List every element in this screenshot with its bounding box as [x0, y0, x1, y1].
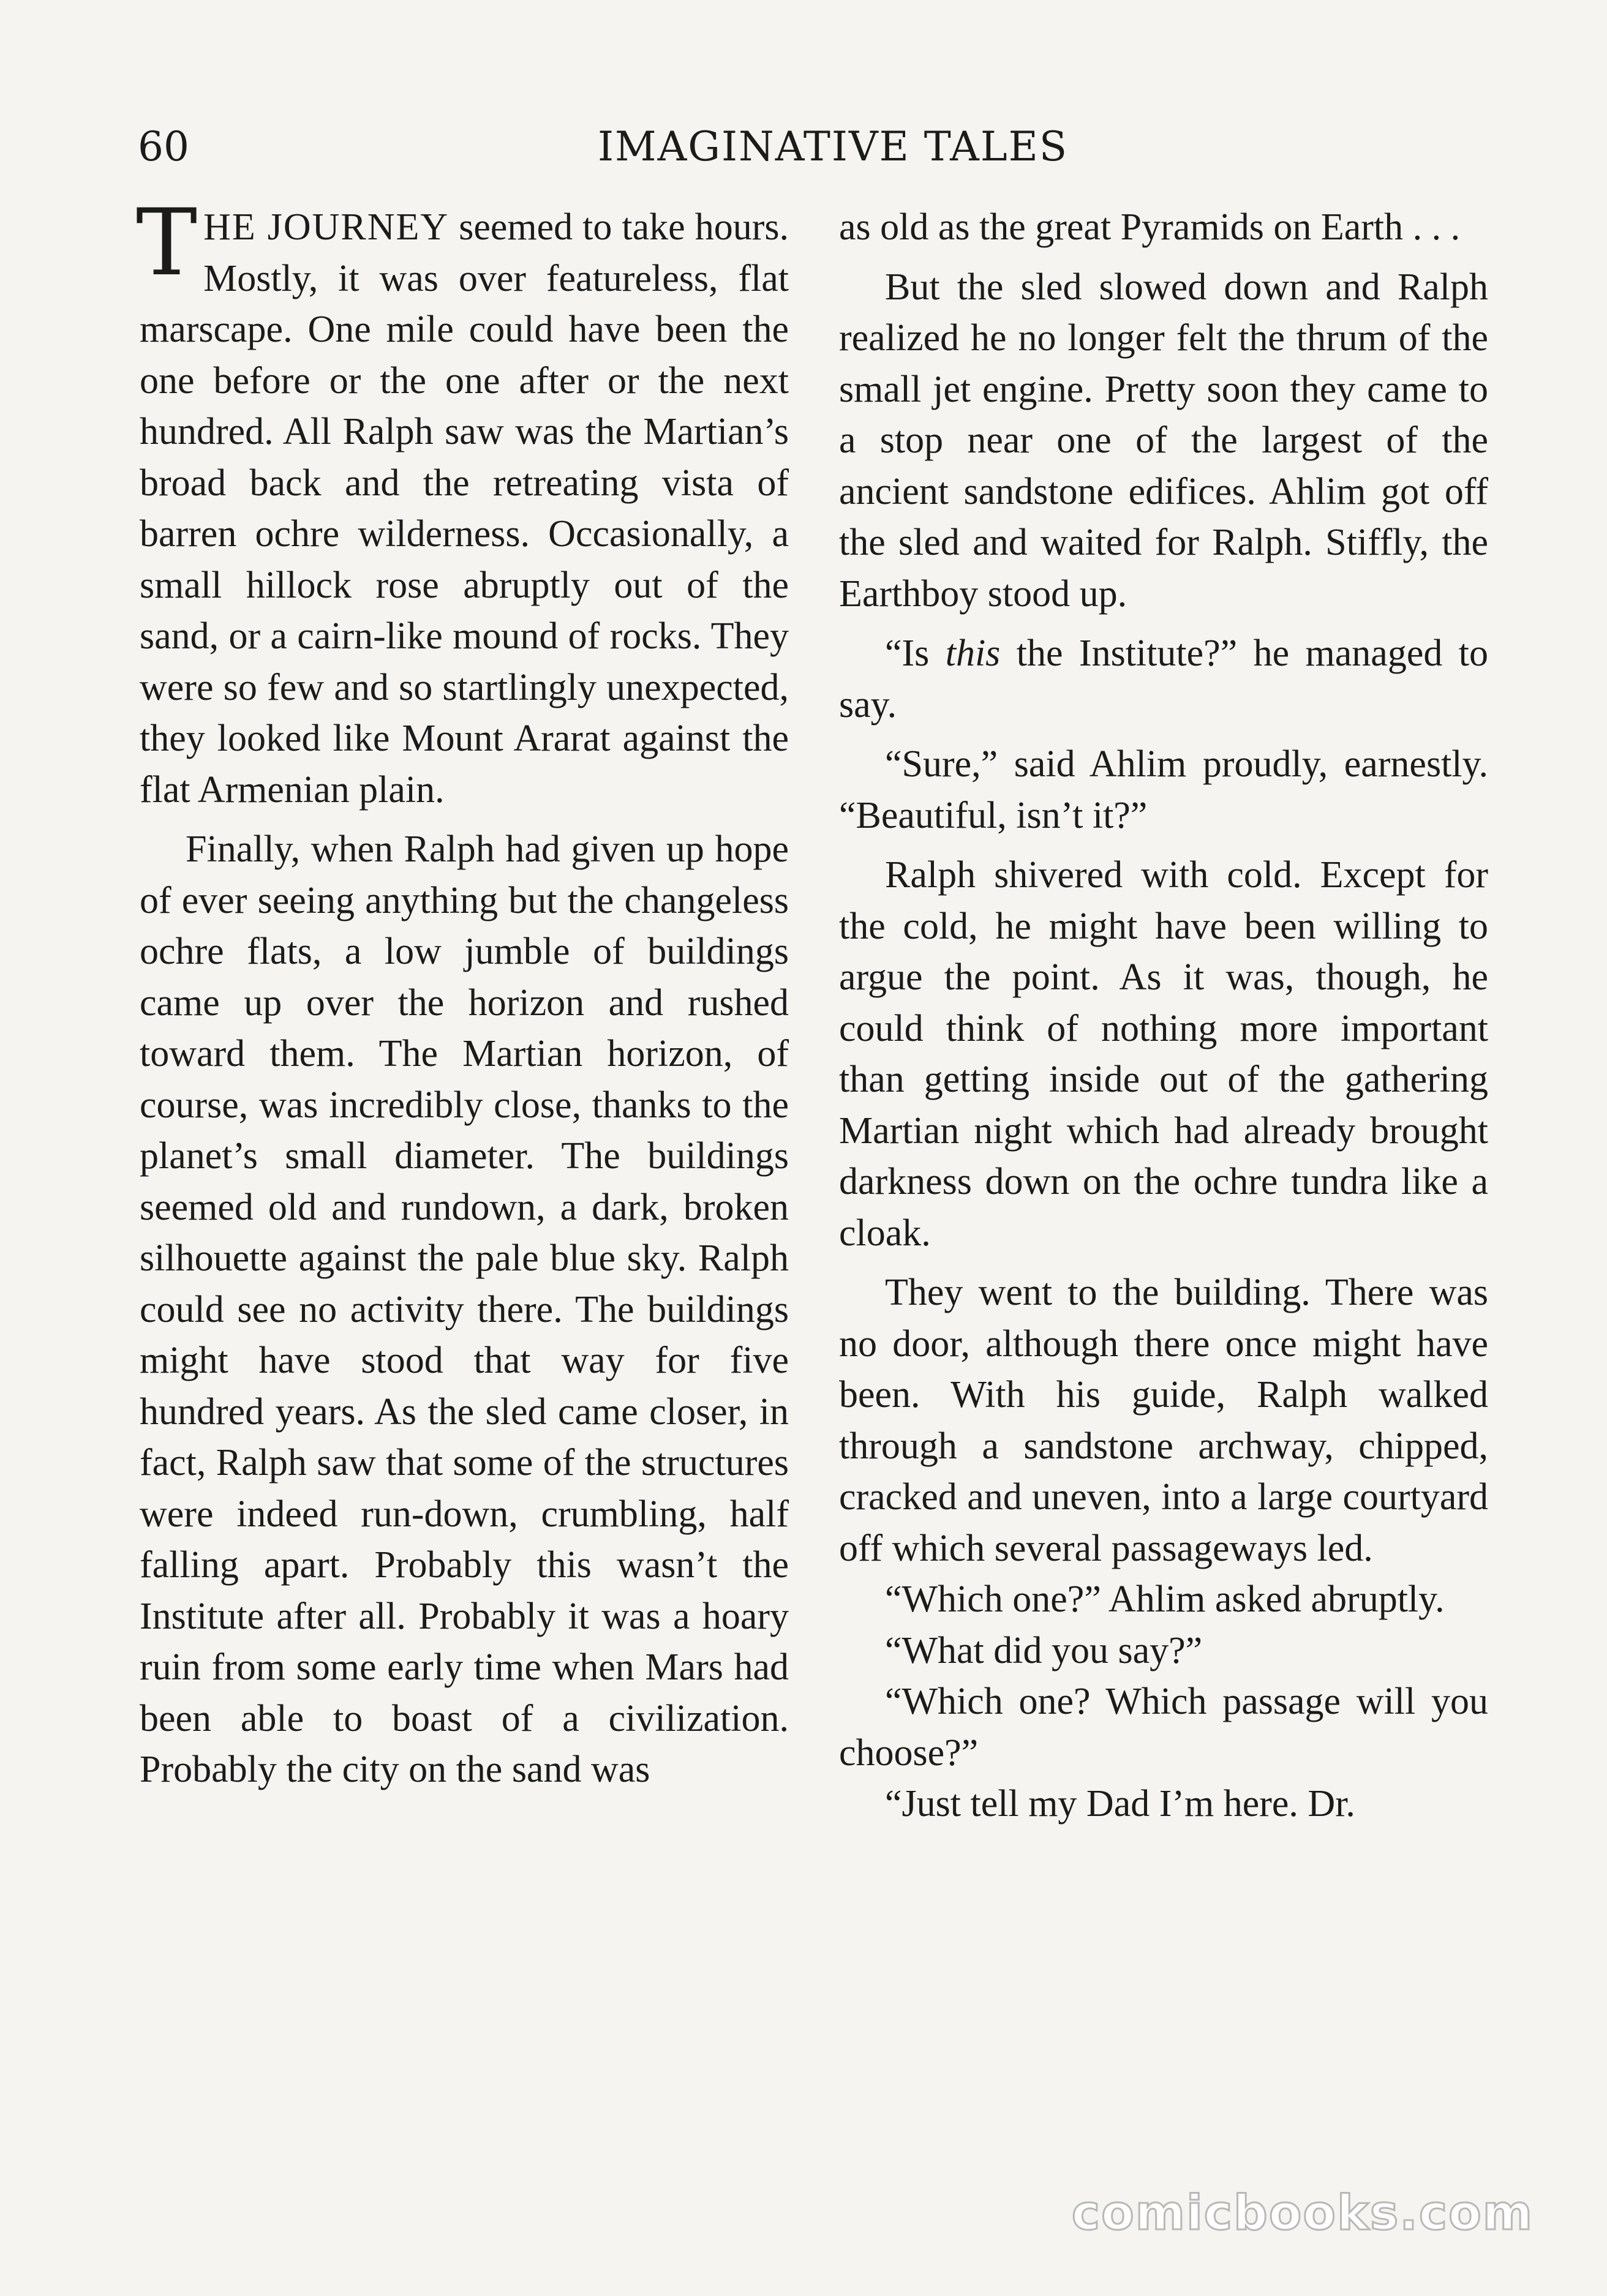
paragraph: “Which one? Which passage will you choose?”	[839, 1681, 1488, 1774]
paragraph	[839, 628, 1488, 730]
running-title: IMAGINATIVE TALES	[597, 123, 1069, 170]
right-column	[839, 202, 1488, 1830]
paragraph: as old as the great Pyramids on Earth . . .	[839, 206, 1461, 248]
opening-words: HE JOURNEY	[203, 206, 450, 248]
paragraph: Ralph shivered with cold. Except for the cold, he might have been willing to argue the point. As it was, though, he could think of nothing more important than getting inside out of the gathering Martian night which had already brought darkness down on the ochre tundra like a cloak.	[839, 854, 1488, 1254]
emphasis-word: this	[945, 632, 1001, 674]
paragraph-text: the Institute?” he managed to say.	[839, 632, 1488, 726]
paragraph: They went to the building. There was no door, although there once might have been. With his guide, Ralph walked through a sandstone archway, chipped, cracked and uneven, into a large courtyard off which several passageways led.	[839, 1272, 1488, 1569]
paragraph	[136, 190, 789, 816]
paragraph: “Sure,” said Ahlim proudly, earnestly. “Beautiful, isn’t it?”	[839, 743, 1488, 836]
quote-open: “Is	[885, 632, 946, 674]
paragraph: Finally, when Ralph had given up hope of ever seeing anything but the changeless ochre flats, a low jumble of buildings came up over the horizon and rushed toward them. The Martian horizon, of course, was incredibly close, thanks to the planet’s small diameter. The buildings seemed old and rundown, a dark, broken silhouette against the pale blue sky. Ralph could see no activity there. The buildings might have stood that way for five hundred years. As the sled came closer, in fact, Ralph saw that some of the structures were indeed run-down, crumbling, half falling apart. Probably this wasn’t the Institute after all. Probably it was a hoary ruin from some early time when Mars had been able to boast of a civilization. Probably the city on the sand was	[140, 828, 789, 1790]
left-column	[136, 190, 789, 1796]
paragraph-text: seemed to take hours. Mostly, it was over featureless, flat marscape. One mile could have been the one before or the one after or the next hundred. All Ralph saw was the Martian’s broad back and the retreating vista of barren ochre wilderness. Occasionally, a small hillock rose abruptly out of the sand, or a cairn-like mound of rocks. They were so few and so startlingly unexpected, they looked like Mount Ararat against the flat Armenian plain.	[140, 206, 789, 811]
paragraph: “Which one?” Ahlim asked abruptly.	[885, 1578, 1445, 1620]
watermark: comicbooks.com	[1071, 2186, 1534, 2241]
paragraph: “Just tell my Dad I’m here. Dr.	[885, 1783, 1355, 1825]
drop-cap: T	[136, 190, 198, 296]
paragraph: But the sled slowed down and Ralph realized he no longer felt the thrum of the small jet engine. Pretty soon they came to a stop near one of the largest of the ancient sandstone edifices. Ahlim got off the sled and waited for Ralph. Stiffly, the Earthboy stood up.	[839, 266, 1488, 615]
page-number: 60	[138, 123, 189, 170]
paragraph: “What did you say?”	[885, 1629, 1203, 1671]
